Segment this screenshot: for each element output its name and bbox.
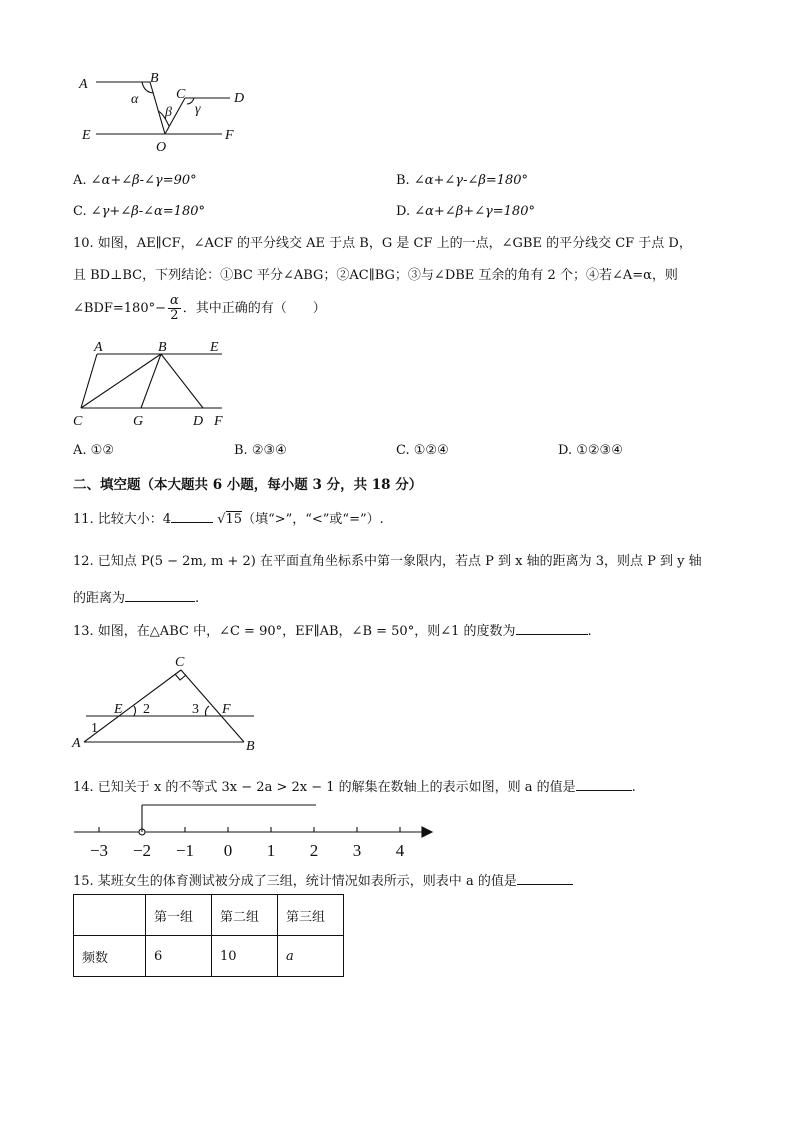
label-gamma: γ: [195, 102, 201, 117]
label-angle-3: 3: [192, 702, 199, 717]
label-A: A: [72, 736, 81, 751]
label-A: A: [94, 340, 103, 355]
label-angle-1: 1: [91, 721, 98, 736]
table-header-cell: 第一组: [146, 895, 212, 936]
answer-blank-q13[interactable]: [516, 620, 588, 635]
label-F: F: [222, 702, 231, 717]
label-A: A: [79, 77, 88, 92]
q10-option-b: B. ②③④: [234, 443, 287, 458]
q10-line3: ∠BDF=180°− $\frac{\alpha}{2}$ ．其中正确的有（ ）: [73, 293, 326, 323]
figure-q14-number-line: [70, 798, 440, 866]
figure-q9-parallel-lines: [70, 66, 260, 156]
label-C: C: [176, 87, 186, 102]
q14-line: 14. 已知关于 x 的不等式 3x − 2a > 2x − 1 的解集在数轴上的表示如图，则 a 的值是 .: [73, 776, 636, 797]
section-title: 二、填空题（本大题共 6 小题，每小题 3 分，共 18 分）: [73, 477, 423, 493]
label-B: B: [150, 71, 159, 86]
q10-line2: 且 BD⊥BC，下列结论：①BC 平分∠ABG；②AC∥BG；③与∠DBE 互余的角有 2 个；④若∠A=α，则: [73, 268, 678, 283]
table-row: [74, 936, 344, 977]
tick-label: −2: [132, 841, 152, 860]
q9-option-b: B. ∠α+∠γ-∠β=180°: [396, 173, 529, 188]
answer-blank-q15[interactable]: [517, 870, 573, 885]
label-C: C: [73, 414, 83, 429]
label-angle-2: 2: [143, 702, 150, 717]
label-B: B: [246, 739, 255, 754]
tick-label: 2: [309, 841, 319, 860]
figure-q13-triangle: [70, 650, 270, 760]
tick-label: 3: [352, 841, 362, 860]
tick-label: 4: [395, 841, 405, 860]
table-header-cell: 第二组: [212, 895, 278, 936]
figure-q10-trapezoid: [70, 336, 240, 431]
q13-line: 13. 如图，在△ABC 中，∠C = 90°，EF∥AB，∠B = 50°，则∠1 的度数为 .: [73, 620, 592, 641]
label-O: O: [156, 140, 167, 155]
q11-line: 11. 比较大小：4 √15（填“>”，“<”或“=”）.: [73, 508, 384, 529]
tick-label: 1: [266, 841, 276, 860]
label-F: F: [225, 128, 234, 143]
label-F: F: [214, 414, 223, 429]
tick-label: 0: [223, 841, 233, 860]
tick-label: −1: [175, 841, 195, 860]
q12-line1: 12. 已知点 P(5 − 2m, m + 2) 在平面直角坐标系中第一象限内，若点 P 到 x 轴的距离为 3，则点 P 到 y 轴: [73, 554, 702, 569]
label-E: E: [82, 128, 91, 143]
label-E: E: [210, 340, 219, 355]
answer-blank-q12[interactable]: [125, 587, 195, 602]
label-G: G: [133, 414, 144, 429]
fraction-alpha-over-2: $\frac{\alpha}{2}$: [170, 293, 179, 323]
answer-blank-q11[interactable]: [171, 508, 213, 523]
label-beta: β: [165, 105, 172, 120]
q9-option-d: D. ∠α+∠β+∠γ=180°: [396, 204, 535, 219]
table-header-cell: [74, 895, 146, 936]
table-header-row: [74, 895, 344, 936]
table-cell: 10: [212, 936, 278, 977]
table-cell: 6: [146, 936, 212, 977]
table-header-cell: 第三组: [278, 895, 344, 936]
q12-line2: 的距离为 .: [73, 587, 199, 608]
group-frequency-table: [73, 894, 344, 977]
sqrt-15: √15: [217, 512, 243, 527]
q10-option-a: A. ①②: [73, 443, 114, 458]
label-D: D: [193, 414, 204, 429]
q9-option-a: A. ∠α+∠β-∠γ=90°: [73, 173, 197, 188]
table-cell: 频数: [74, 936, 146, 977]
q10-option-c: C. ①②④: [396, 443, 449, 458]
q10-line1: 10. 如图，AE∥CF，∠ACF 的平分线交 AE 于点 B，G 是 CF 上的一点，∠GBE 的平分线交 CF 于点 D，: [73, 236, 692, 251]
label-C: C: [175, 655, 185, 670]
q15-line: 15. 某班女生的体育测试被分成了三组，统计情况如表所示，则表中 a 的值是: [73, 870, 573, 891]
tick-label: −3: [89, 841, 109, 860]
table-cell: a: [278, 936, 344, 977]
label-alpha: α: [131, 92, 139, 107]
label-B: B: [158, 340, 167, 355]
q10-option-d: D. ①②③④: [558, 443, 623, 458]
q9-option-c: C. ∠γ+∠β-∠α=180°: [73, 204, 205, 219]
label-E: E: [114, 702, 123, 717]
answer-blank-q14[interactable]: [576, 776, 632, 791]
label-D: D: [234, 91, 245, 106]
